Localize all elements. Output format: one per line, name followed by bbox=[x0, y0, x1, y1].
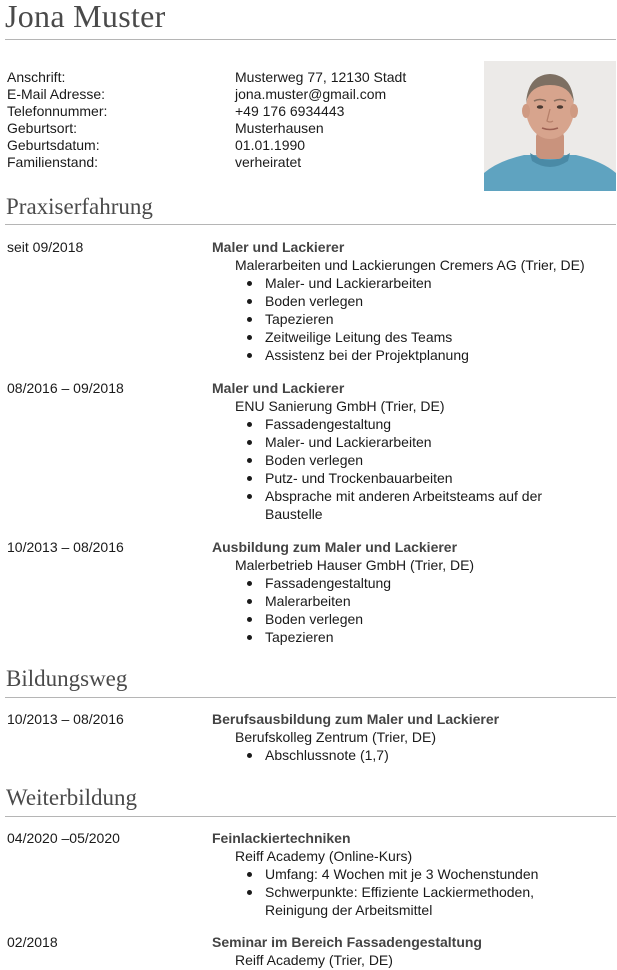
info-value: Musterweg 77, 12130 Stadt bbox=[235, 69, 407, 85]
section-title-experience: Praxiserfahrung bbox=[6, 194, 153, 219]
entry-role: Seminar im Bereich Fassadengestaltung bbox=[212, 934, 482, 950]
entry-role: Feinlackiertechniken bbox=[212, 830, 351, 846]
section-title-further-training: Weiterbildung bbox=[6, 785, 138, 810]
entry-organization: Malerbetrieb Hauser GmbH (Trier, DE) bbox=[235, 557, 475, 573]
info-label: Anschrift: bbox=[7, 69, 66, 85]
info-value: jona.muster@gmail.com bbox=[235, 86, 387, 102]
entry-date: 10/2013 – 08/2016 bbox=[7, 711, 124, 727]
task-item: Assistenz bei der Projektplanung bbox=[235, 346, 575, 364]
entry-role: Ausbildung zum Maler und Lackierer bbox=[212, 539, 458, 555]
section-divider bbox=[5, 816, 616, 817]
task-item: Putz- und Trockenbauarbeiten bbox=[235, 469, 575, 487]
info-value: +49 176 6934443 bbox=[235, 103, 345, 119]
entry-tasks bbox=[235, 415, 575, 523]
task-item: Boden verlegen bbox=[235, 451, 575, 469]
entry-date: 10/2013 – 08/2016 bbox=[7, 539, 124, 555]
info-label: E-Mail Adresse: bbox=[7, 86, 106, 102]
info-label: Geburtsdatum: bbox=[7, 137, 100, 153]
task-item: Fassadengestaltung bbox=[235, 415, 575, 433]
profile-photo bbox=[484, 61, 616, 191]
entry-organization: Malerarbeiten und Lackierungen Cremers AG (Trier, DE) bbox=[235, 257, 585, 273]
task-item: Tapezieren bbox=[235, 628, 575, 646]
entry-date: 02/2018 bbox=[7, 934, 58, 950]
entry-organization: Reiff Academy (Online-Kurs) bbox=[235, 848, 413, 864]
section-title-education: Bildungsweg bbox=[6, 666, 128, 691]
task-item: Umfang: 4 Wochen mit je 3 Wochenstunden bbox=[235, 865, 575, 883]
entry-tasks bbox=[235, 865, 575, 919]
task-item: Boden verlegen bbox=[235, 610, 575, 628]
task-item: Tapezieren bbox=[235, 310, 575, 328]
task-item: Absprache mit anderen Arbeitsteams auf der Baustelle bbox=[235, 487, 575, 523]
task-item: Boden verlegen bbox=[235, 292, 575, 310]
section-divider bbox=[5, 224, 616, 225]
info-label: Familienstand: bbox=[7, 154, 99, 170]
task-item: Zeitweilige Leitung des Teams bbox=[235, 328, 575, 346]
task-item: Fassadengestaltung bbox=[235, 574, 575, 592]
info-value: verheiratet bbox=[235, 154, 302, 170]
info-label: Geburtsort: bbox=[7, 120, 78, 136]
info-label: Telefonnummer: bbox=[7, 103, 108, 119]
entry-role: Maler und Lackierer bbox=[212, 239, 345, 255]
info-value: Musterhausen bbox=[235, 120, 324, 136]
task-item: Maler- und Lackierarbeiten bbox=[235, 433, 575, 451]
task-item: Abschlussnote (1,7) bbox=[235, 746, 575, 764]
task-item: Schwerpunkte: Effiziente Lackiermethoden, Reinigung der Arbeitsmittel bbox=[235, 883, 575, 919]
entry-date: 08/2016 – 09/2018 bbox=[7, 380, 124, 396]
entry-organization: ENU Sanierung GmbH (Trier, DE) bbox=[235, 398, 445, 414]
entry-role: Maler und Lackierer bbox=[212, 380, 345, 396]
entry-organization: Berufskolleg Zentrum (Trier, DE) bbox=[235, 729, 436, 745]
info-value: 01.01.1990 bbox=[235, 137, 306, 153]
task-item: Maler- und Lackierarbeiten bbox=[235, 274, 575, 292]
entry-organization: Reiff Academy (Trier, DE) bbox=[235, 952, 393, 968]
cv-name: Jona Muster bbox=[5, 0, 166, 34]
entry-date: seit 09/2018 bbox=[7, 239, 84, 255]
header-divider bbox=[5, 39, 616, 40]
task-item: Malerarbeiten bbox=[235, 592, 575, 610]
entry-date: 04/2020 –05/2020 bbox=[7, 830, 120, 846]
entry-tasks bbox=[235, 574, 575, 646]
entry-role: Berufsausbildung zum Maler und Lackierer bbox=[212, 711, 500, 727]
entry-tasks bbox=[235, 746, 575, 764]
section-divider bbox=[5, 697, 616, 698]
entry-tasks bbox=[235, 274, 575, 364]
